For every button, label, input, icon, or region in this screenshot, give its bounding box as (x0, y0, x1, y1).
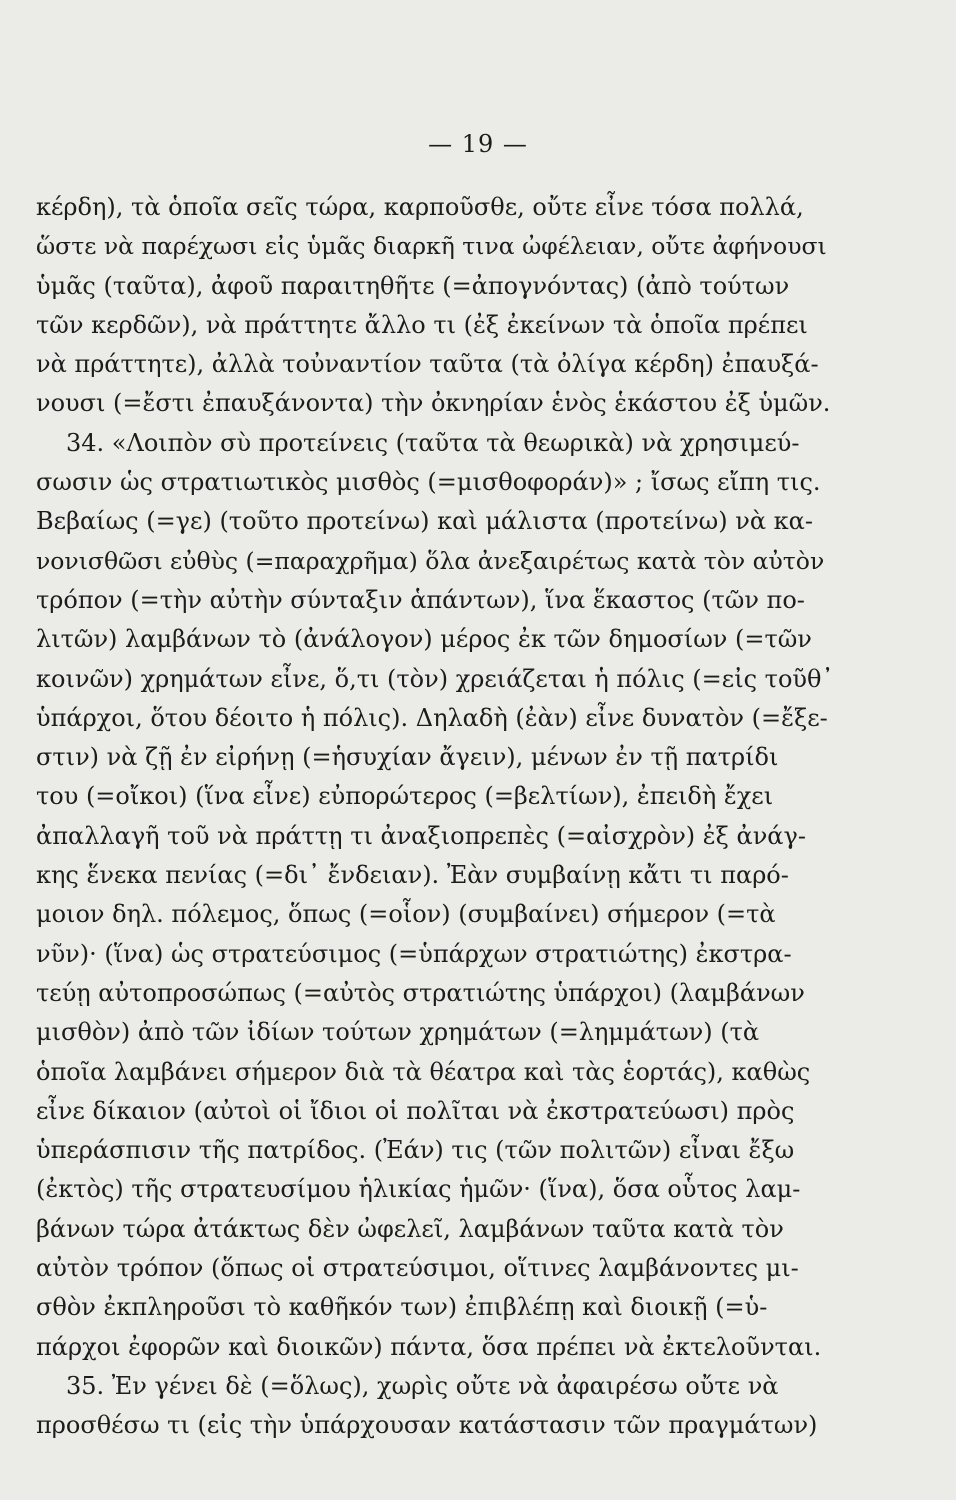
text-line: νουσι (=ἔστι ἐπαυξάνοντα) τὴν ὀκνηρίαν ἑνὸς ἑκάστου ἐξ ὑμῶν. (36, 389, 831, 418)
text-line: μοιον δηλ. πόλεμος, ὅπως (=οἷον) (συμβαίνει) σήμερον (=τὰ (36, 900, 776, 929)
text-line: τῶν κερδῶν), νὰ πράττητε ἄλλο τι (ἐξ ἐκείνων τὰ ὁποῖα πρέπει (36, 310, 808, 339)
body-text (36, 188, 836, 1446)
text-line: προσθέσω τι (εἰς τὴν ὑπάρχουσαν κατάστασιν τῶν πραγμάτων) (36, 1411, 818, 1440)
text-line: νὰ πράττητε), ἀλλὰ τοὐναντίον ταῦτα (τὰ ὀλίγα κέρδη) ἐπαυξά- (36, 350, 819, 379)
text-line: εἶνε δίκαιον (αὐτοὶ οἱ ἴδιοι οἱ πολῖται νὰ ἐκστρατεύωσι) πρὸς (36, 1096, 795, 1125)
text-line: ὁποῖα λαμβάνει σήμερον διὰ τὰ θέατρα καὶ τὰς ἑορτάς), καθὼς (36, 1057, 811, 1086)
text-line: λιτῶν) λαμβάνων τὸ (ἀνάλογον) μέρος ἐκ τῶν δημοσίων (=τῶν (36, 625, 812, 654)
text-line: του (=οἴκοι) (ἵνα εἶνε) εὐπορώτερος (=βελτίων), ἐπειδὴ ἔχει (36, 782, 774, 811)
text-line: αὐτὸν τρόπον (ὅπως οἱ στρατεύσιμοι, οἵτινες λαμβάνοντες μι- (36, 1254, 799, 1283)
text-line: σωσιν ὡς στρατιωτικὸς μισθὸς (=μισθοφοράν)» ; ἴσως εἴπη τις. (36, 468, 821, 497)
text-line: πάρχοι ἐφορῶν καὶ διοικῶν) πάντα, ὅσα πρέπει νὰ ἐκτελοῦνται. (36, 1332, 822, 1361)
text-line: κοινῶν) χρημάτων εἶνε, ὅ,τι (τὸν) χρειάζεται ἡ πόλις (=εἰς τοῦθ᾽ (36, 664, 834, 693)
text-line: κης ἕνεκα πενίας (=δι᾽ ἔνδειαν). Ἐὰν συμβαίνῃ κἄτι τι παρό- (36, 861, 789, 890)
text-line-section-35: 35. Ἐν γένει δὲ (=ὅλως), χωρὶς οὔτε νὰ ἀφαιρέσω οὔτε νὰ (66, 1371, 779, 1400)
text-line: κέρδη), τὰ ὁποῖα σεῖς τώρα, καρποῦσθε, οὔτε εἶνε τόσα πολλά, (36, 193, 804, 221)
text-line: ὑπάρχοι, ὅτου δέοιτο ἡ πόλις). Δηλαδὴ (ἐὰν) εἶνε δυνατὸν (=ἔξε- (36, 703, 828, 732)
text-line: Βεβαίως (=γε) (τοῦτο προτείνω) καὶ μάλιστα (προτείνω) νὰ κα- (36, 507, 813, 536)
text-line: τεύῃ αὐτοπροσώπως (=αὐτὸς στρατιώτης ὑπάρχοι) (λαμβάνων (36, 978, 805, 1007)
text-line: ὑμᾶς (ταῦτα), ἀφοῦ παραιτηθῆτε (=ἀπογνόντας) (ἀπὸ τούτων (36, 271, 790, 300)
text-line-section-34: 34. «Λοιπὸν σὺ προτείνεις (ταῦτα τὰ θεωρικὰ) νὰ χρησιμεύ- (66, 428, 800, 457)
text-line: ὥστε νὰ παρέχωσι εἰς ὑμᾶς διαρκῆ τινα ὠφέλειαν, οὔτε ἀφήνουσι (36, 232, 827, 261)
text-line: νῦν)· (ἵνα) ὡς στρατεύσιμος (=ὑπάρχων στρατιώτης) ἐκστρα- (36, 939, 792, 968)
text-line: ὑπεράσπισιν τῆς πατρίδος. (Ἐάν) τις (τῶν πολιτῶν) εἶναι ἔξω (36, 1136, 795, 1165)
text-line: ἀπαλλαγῆ τοῦ νὰ πράττῃ τι ἀναξιοπρεπὲς (=αἰσχρὸν) ἐξ ἀνάγ- (36, 821, 806, 850)
text-line: σθὸν ἐκπληροῦσι τὸ καθῆκόν των) ἐπιβλέπῃ καὶ διοικῇ (=ὑ- (36, 1293, 768, 1322)
page-number: — 19 — (428, 130, 528, 158)
text-line: στιν) νὰ ζῇ ἐν εἰρήνῃ (=ἡσυχίαν ἄγειν), μένων ἐν τῇ πατρίδι (36, 743, 779, 772)
text-line: (ἐκτὸς) τῆς στρατευσίμου ἡλικίας ἡμῶν· (ἵνα), ὅσα οὗτος λαμ- (36, 1175, 801, 1204)
text-line: νονισθῶσι εὐθὺς (=παραχρῆμα) ὅλα ἀνεξαιρέτως κατὰ τὸν αὐτὸν (36, 546, 825, 575)
text-line: μισθὸν) ἀπὸ τῶν ἰδίων τούτων χρημάτων (=λημμάτων) (τὰ (36, 1018, 760, 1047)
text-line: τρόπον (=τὴν αὐτὴν σύνταξιν ἁπάντων), ἵνα ἕκαστος (τῶν πο- (36, 585, 805, 614)
text-line: βάνων τώρα ἀτάκτως δὲν ὠφελεῖ, λαμβάνων ταῦτα κατὰ τὸν (36, 1214, 784, 1243)
